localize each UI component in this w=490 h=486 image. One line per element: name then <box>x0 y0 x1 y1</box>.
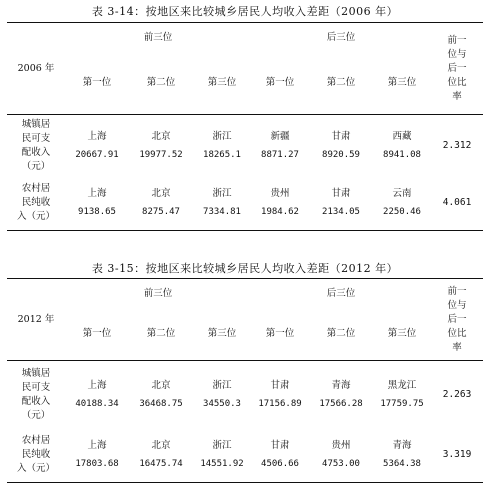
region-cell: 甘肃 17156.89 <box>251 361 309 429</box>
region-cell: 青海 17566.28 <box>309 361 373 429</box>
table-row <box>7 177 483 231</box>
row-label-rural: 农村居 民纯收 入（元） <box>7 177 65 231</box>
region-cell: 北京 16475.74 <box>129 429 193 483</box>
table-caption-2006: 表 3-14：按地区来比较城乡居民人均收入差距（2006 年） <box>91 5 399 18</box>
row-label-urban: 城镇居 民可支 配收入 （元） <box>7 115 65 177</box>
income-gap-table-2006 <box>7 22 483 231</box>
rank-header: 第一位 <box>82 328 112 340</box>
region-cell: 贵州 4753.00 <box>309 429 373 483</box>
region-cell: 云南 2250.46 <box>373 177 431 231</box>
region-cell: 贵州 1984.62 <box>251 177 309 231</box>
year-header: 2006 年 <box>7 23 65 115</box>
region-cell: 浙江 34550.3 <box>193 361 251 429</box>
region-cell: 西藏 8941.08 <box>373 115 431 177</box>
region-cell: 甘肃 8920.59 <box>309 115 373 177</box>
group-header-bottom3: 后三位 <box>251 279 431 309</box>
rank-header: 第一位 <box>265 77 295 89</box>
ratio-value: 3.319 <box>431 429 483 483</box>
region-cell: 新疆 8871.27 <box>251 115 309 177</box>
region-cell: 青海 5364.38 <box>373 429 431 483</box>
group-header-bottom3: 后三位 <box>251 23 431 53</box>
rank-header: 第二位 <box>146 328 176 340</box>
region-cell: 上海 40188.34 <box>65 361 129 429</box>
region-cell: 北京 36468.75 <box>129 361 193 429</box>
table-row <box>7 429 483 483</box>
row-label-urban: 城镇居 民可支 配收入 （元） <box>7 361 65 429</box>
row-label-rural: 农村居 民纯收 入（元） <box>7 429 65 483</box>
region-cell: 北京 19977.52 <box>129 115 193 177</box>
region-cell: 浙江 18265.1 <box>193 115 251 177</box>
ratio-value: 4.061 <box>431 177 483 231</box>
region-cell: 黑龙江 17759.75 <box>373 361 431 429</box>
ratio-header: 前一 位与 后一 位比 率 <box>431 279 483 361</box>
ratio-value: 2.312 <box>431 115 483 177</box>
rank-header: 第三位 <box>387 328 417 340</box>
region-cell: 甘肃 4506.66 <box>251 429 309 483</box>
group-header-top3: 前三位 <box>65 279 251 309</box>
income-gap-table-2012 <box>7 278 483 483</box>
region-cell: 北京 8275.47 <box>129 177 193 231</box>
region-cell: 上海 20667.91 <box>65 115 129 177</box>
rank-header: 第三位 <box>207 77 237 89</box>
table-row <box>7 115 483 177</box>
year-header: 2012 年 <box>7 279 65 361</box>
table-caption-2012: 表 3-15：按地区来比较城乡居民人均收入差距（2012 年） <box>91 262 399 275</box>
rank-header: 第二位 <box>146 77 176 89</box>
ratio-header: 前一 位与 后一 位比 率 <box>431 23 483 115</box>
group-header-top3: 前三位 <box>65 23 251 53</box>
rank-header: 第一位 <box>265 328 295 340</box>
region-cell: 浙江 7334.81 <box>193 177 251 231</box>
rank-header: 第二位 <box>326 328 356 340</box>
rank-header: 第三位 <box>207 328 237 340</box>
table-row <box>7 361 483 429</box>
region-cell: 上海 17803.68 <box>65 429 129 483</box>
region-cell: 上海 9138.65 <box>65 177 129 231</box>
rank-header: 第三位 <box>387 77 417 89</box>
region-cell: 浙江 14551.92 <box>193 429 251 483</box>
rank-header: 第二位 <box>326 77 356 89</box>
rank-header: 第一位 <box>82 77 112 89</box>
region-cell: 甘肃 2134.05 <box>309 177 373 231</box>
ratio-value: 2.263 <box>431 361 483 429</box>
